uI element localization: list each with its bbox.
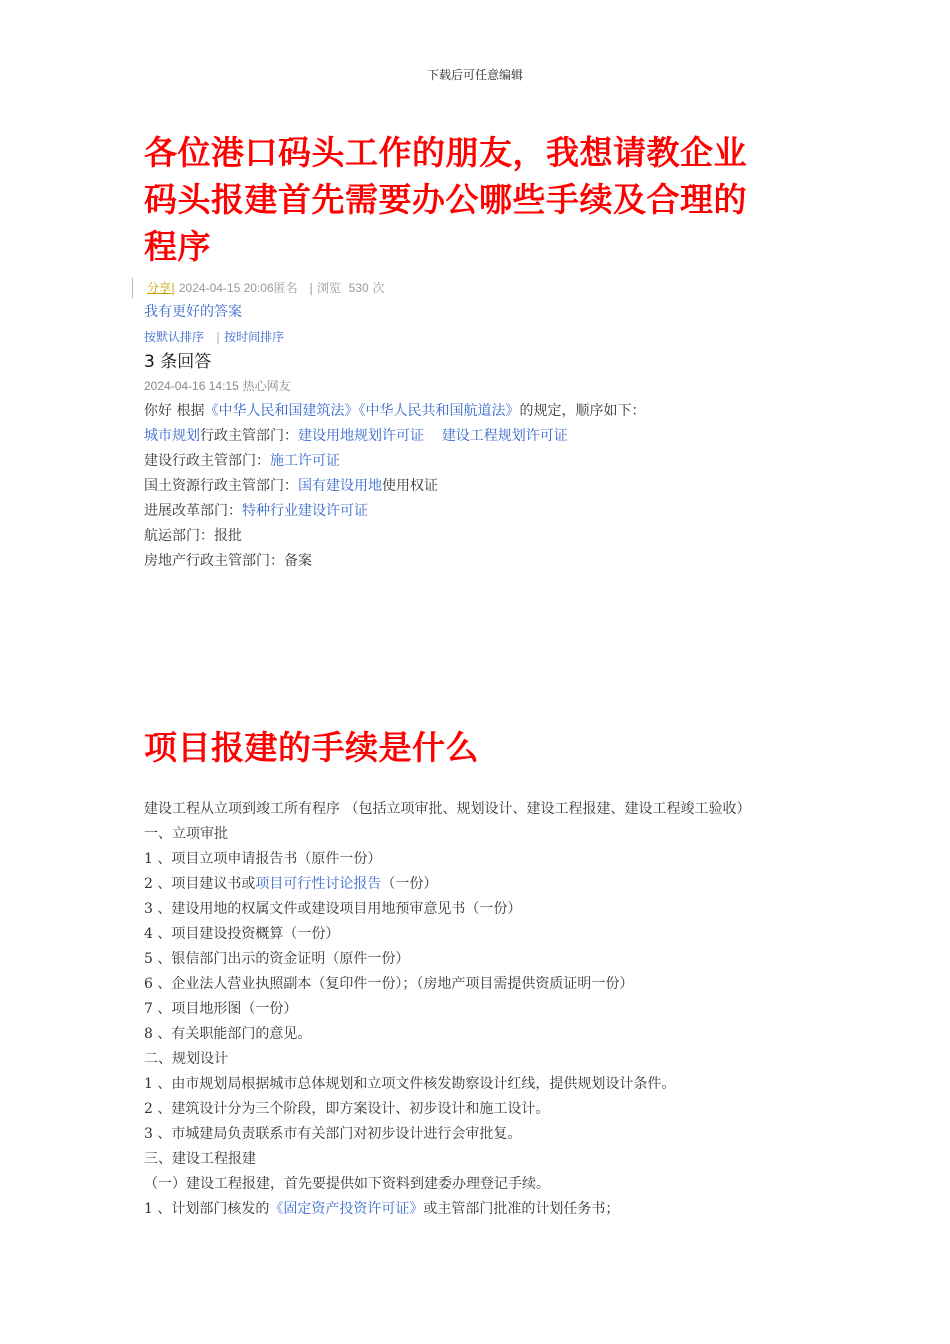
answer-datetime: 2024-04-16 14:15 (144, 379, 239, 393)
sort-options (144, 327, 284, 347)
list-item: 1 、由市规划局根据城市总体规划和立项文件核发勘察设计红线，提供规划设计条件。 (144, 1076, 676, 1092)
answer-text: 进展改革部门： (144, 503, 242, 519)
list-item: 4 、项目建设投资概算（一份） (144, 926, 340, 942)
answer-text: 使用权证 (382, 478, 438, 494)
list-item-text: 1 、计划部门核发的 (144, 1201, 270, 1217)
list-item (144, 874, 437, 894)
section-intro: 建设工程从立项到竣工所有程序 （包括立项审批、规划设计、建设工程报建、建设工程竣工验收） (144, 801, 751, 817)
list-item: 2 、建筑设计分为三个阶段，即方案设计、初步设计和施工设计。 (144, 1101, 550, 1117)
answer-text: 建设行政主管部门： (144, 453, 270, 469)
list-item (144, 1199, 619, 1219)
question-title-line: 各位港口码头工作的朋友，我想请教企业 (144, 133, 747, 172)
share-link[interactable]: 分享| (147, 281, 176, 295)
answer-link[interactable]: 建设用地规划许可证 (298, 428, 424, 444)
list-item-text: （一份） (381, 876, 438, 892)
list-item: 3 、建设用地的权属文件或建设项目用地预审意见书（一份） (144, 901, 522, 917)
answer-link[interactable]: 国有建设用地 (298, 478, 382, 494)
feasibility-report-link[interactable]: 项目可行性讨论报告 (255, 876, 382, 892)
answer-text: 国土资源行政主管部门： (144, 478, 298, 494)
question-datetime: 2024-04-15 20:06 (178, 281, 274, 295)
list-item: （一）建设工程报建，首先要提供如下资料到建委办理登记手续。 (144, 1176, 550, 1192)
section-title: 项目报建的手续是什么 (144, 728, 479, 767)
answer-line (144, 451, 340, 471)
list-item: 7 、项目地形图（一份） (144, 1001, 298, 1017)
answer-author: 热心网友 (242, 379, 291, 393)
section-heading: 一、立项审批 (144, 826, 228, 842)
answer-text: 行政主管部门： (200, 428, 298, 444)
list-item-text: 或主管部门批准的计划任务书； (423, 1201, 620, 1217)
answer-line (144, 501, 368, 521)
answer-line: 房地产行政主管部门：备案 (144, 553, 312, 569)
views-count: 530 (348, 281, 369, 295)
better-answer-link[interactable]: 我有更好的答案 (144, 304, 242, 320)
answer-link[interactable]: 城市规划 (144, 428, 200, 444)
law-link[interactable]: 《中华人民和国建筑法》 (204, 403, 359, 419)
page-header-note: 下载后可任意编辑 (426, 68, 523, 82)
views-unit: 次 (372, 281, 385, 295)
list-item: 5 、银信部门出示的资金证明（原件一份） (144, 951, 410, 967)
sort-separator: | (216, 330, 221, 344)
list-item: 8 、有关职能部门的意见。 (144, 1026, 312, 1042)
question-title-line: 程序 (144, 227, 211, 266)
list-item: 3 、市城建局负责联系市有关部门对初步设计进行会审批复。 (144, 1126, 522, 1142)
question-meta (132, 278, 384, 298)
law-link[interactable]: 《中华人民共和国航道法》 (358, 403, 520, 419)
views-label: | 浏览 (309, 281, 341, 295)
section-heading: 三、建设工程报建 (144, 1151, 256, 1167)
answer-line (144, 426, 568, 446)
answer-line (144, 476, 438, 496)
answer-meta (144, 376, 291, 396)
question-title-line: 码头报建首先需要办公哪些手续及合理的 (144, 180, 747, 219)
sort-default-link[interactable]: 按默认排序 (144, 330, 205, 344)
sort-by-time-link[interactable]: 按时间排序 (224, 330, 285, 344)
answer-line (144, 401, 645, 421)
section-heading: 二、规划设计 (144, 1051, 228, 1067)
list-item: 1 、项目立项申请报告书（原件一份） (144, 851, 382, 867)
answer-line: 航运部门：报批 (144, 528, 242, 544)
investment-permit-link[interactable]: 《固定资产投资许可证》 (269, 1201, 424, 1217)
question-title (144, 129, 794, 270)
answer-link[interactable]: 建设工程规划许可证 (441, 428, 568, 444)
answer-text: 的规定，顺序如下： (519, 403, 646, 419)
answers-count: 3 条回答 (144, 352, 212, 372)
answer-text: 你好 根据 (144, 403, 205, 419)
answer-link[interactable]: 施工许可证 (270, 453, 340, 469)
question-author: 匿名 (273, 281, 298, 295)
list-item: 6 、企业法人营业执照副本（复印件一份）；（房地产项目需提供资质证明一份） (144, 976, 634, 992)
list-item-text: 2 、项目建议书或 (144, 876, 256, 892)
answer-link[interactable]: 特种行业建设许可证 (242, 503, 368, 519)
